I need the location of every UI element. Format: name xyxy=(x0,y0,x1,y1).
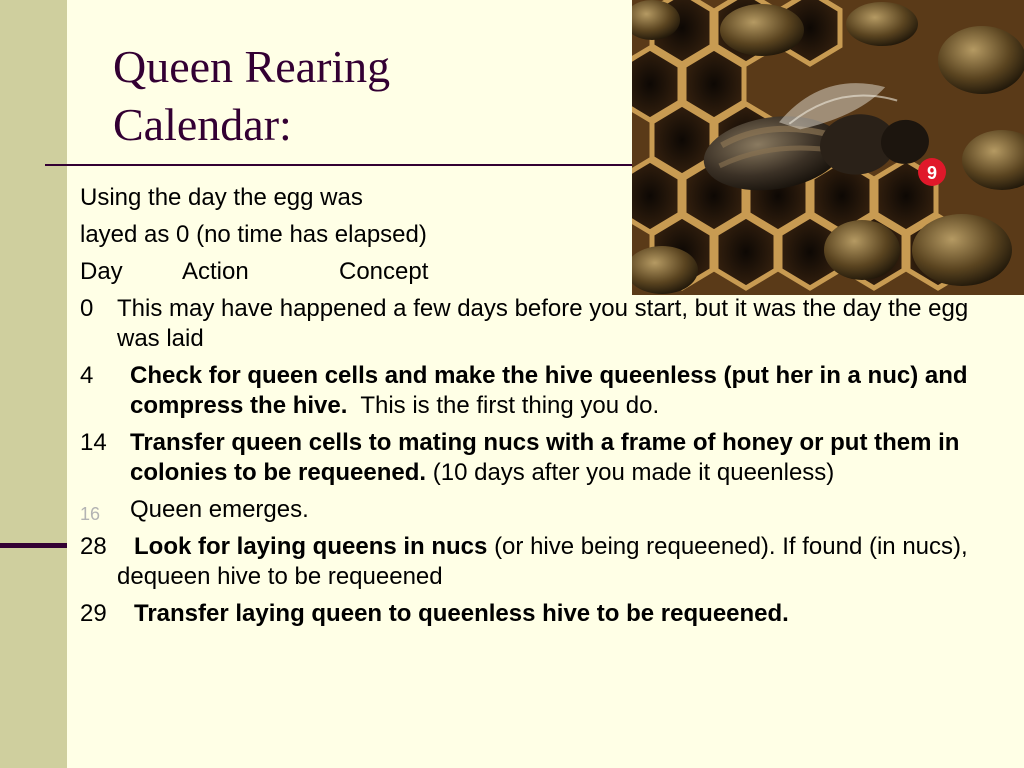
slide-title xyxy=(113,38,390,154)
entry-day-number: 0 xyxy=(80,295,94,322)
intro-line-2: layed as 0 (no time has elapsed) xyxy=(80,221,427,248)
entry-concept: (10 days after you made it queenless) xyxy=(432,459,835,486)
entry-day-number: 28 xyxy=(80,533,107,560)
column-header-action: Action xyxy=(182,258,249,285)
calendar-entry-day-4 xyxy=(80,361,1010,421)
entry-text xyxy=(80,428,1010,488)
left-sidebar xyxy=(0,0,67,768)
entry-text xyxy=(80,361,1010,421)
calendar-content xyxy=(80,183,1010,636)
entry-text xyxy=(80,599,1010,629)
entry-text: This may have happened a few days before you start, but it was the day the egg was laid xyxy=(117,295,969,352)
intro-line-1: Using the day the egg was xyxy=(80,184,363,211)
entry-day-number: 29 xyxy=(80,600,107,627)
column-header-concept: Concept xyxy=(339,258,429,285)
title-divider xyxy=(45,164,665,166)
entry-action-bold: Check for queen cells and make the hive queenless (put her in a nuc) and compress the hive. xyxy=(130,362,968,419)
entry-action-bold: Transfer laying queen to queenless hive to be requeened. xyxy=(134,600,789,627)
entry-text: Queen emerges. xyxy=(130,496,309,523)
entry-day-number: 4 xyxy=(80,362,94,389)
column-header-day: Day xyxy=(80,258,123,285)
entry-concept: This is the first thing you do. xyxy=(360,392,660,419)
entry-text xyxy=(80,532,1010,592)
calendar-entry-day-14 xyxy=(80,428,1010,488)
column-headers xyxy=(80,257,1010,294)
calendar-entry-day-28 xyxy=(80,532,1010,592)
entry-day-number: 16 xyxy=(80,504,101,524)
entry-concept: (or hive being requeened). If found (in nucs), dequeen hive to be requeened xyxy=(117,533,968,590)
calendar-entry-day-16 xyxy=(80,495,1010,525)
title-line-2: Calendar: xyxy=(113,99,292,150)
entry-action-bold: Transfer queen cells to mating nucs with a frame of honey or put them in colonies to be requeened. xyxy=(130,429,960,486)
queen-marking-number: 9 xyxy=(926,163,938,183)
sidebar-divider xyxy=(0,543,67,548)
calendar-entry-day-29 xyxy=(80,599,1010,629)
calendar-entry-day-0 xyxy=(80,294,1010,354)
entry-day-number: 14 xyxy=(80,429,107,456)
title-line-1: Queen Rearing xyxy=(113,41,391,92)
entry-action-bold: Look for laying queens in nucs xyxy=(134,533,488,560)
